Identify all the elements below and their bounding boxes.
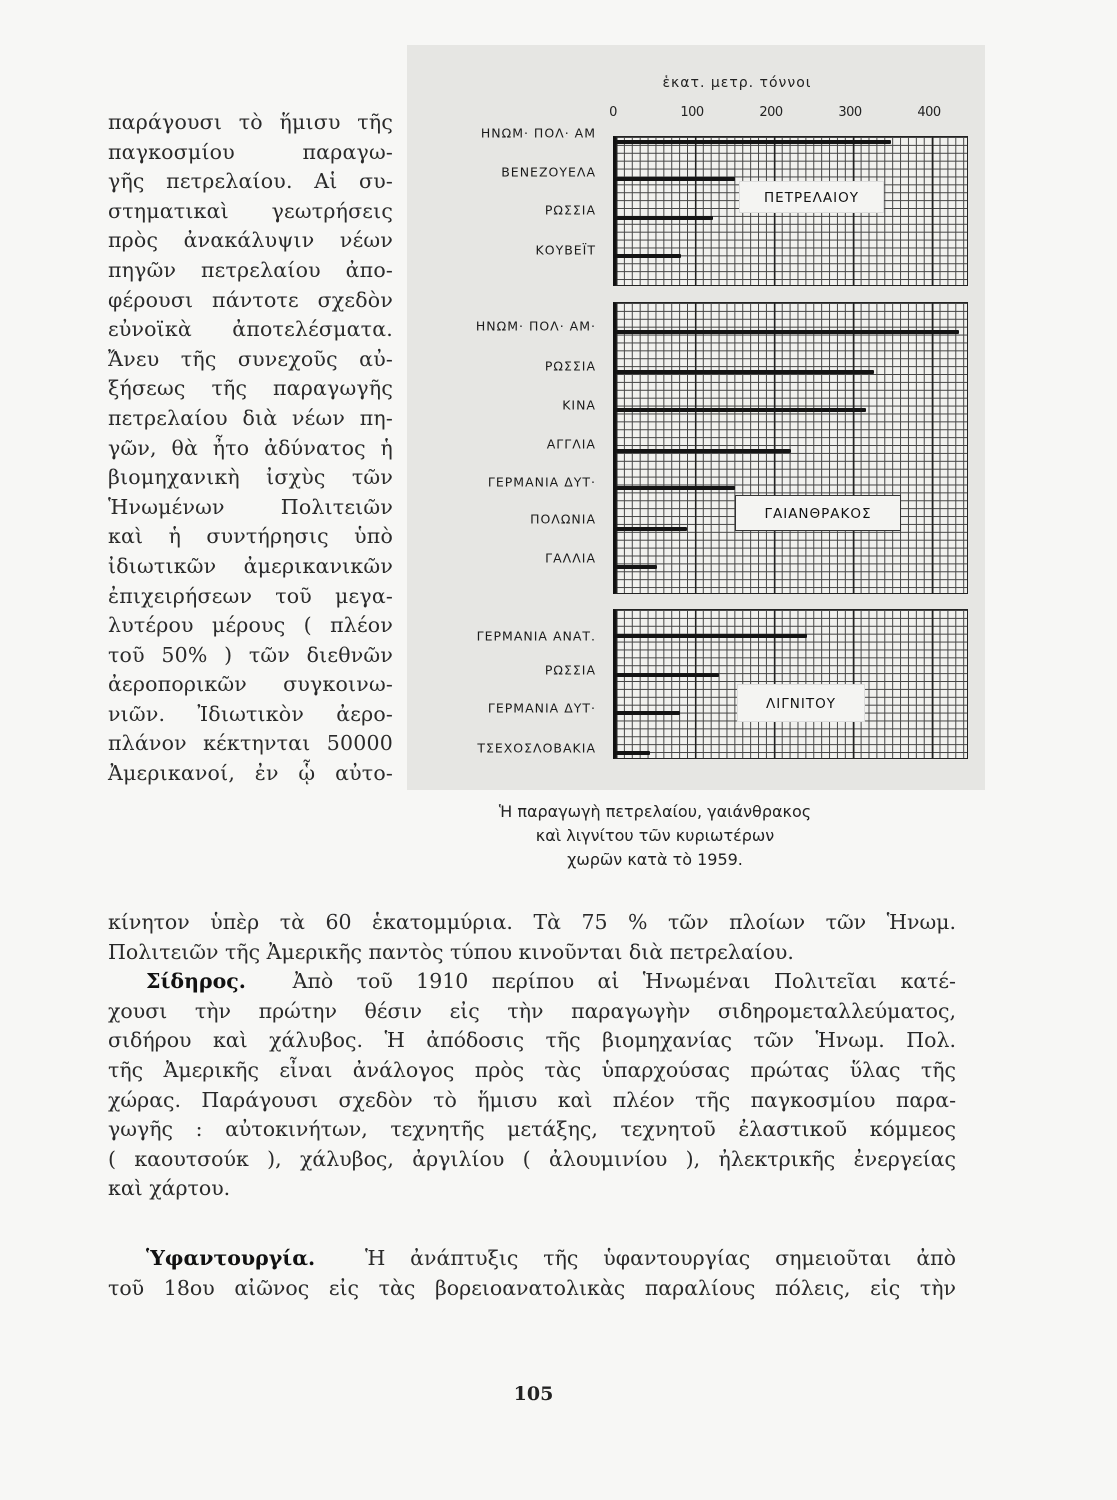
data-bar [616, 216, 713, 220]
section-label-lignite: ΛΙΓΝΙΤΟΥ [737, 684, 865, 722]
left-column-line: παγκοσμίου παραγω- [108, 139, 393, 164]
body-line: κίνητον ὑπὲρ τὰ 60 ἑκατομμύρια. Τὰ 75 % τῶν πλοίων τῶν Ἡνωμ. [108, 910, 956, 934]
caption-line: Ἡ παραγωγὴ πετρελαίου, γαιάνθρακος [498, 802, 812, 821]
left-column-line: βιομηχανικὴ ἰσχὺς τῶν [108, 465, 393, 490]
section-iron-first-line [108, 967, 956, 997]
left-column-line: φέρουσι πάντοτε σχεδὸν [108, 287, 393, 312]
country-label: ΓΕΡΜΑΝΙΑ ΔΥΤ· [487, 700, 596, 716]
left-column-line: Ἄνευ τῆς συνεχοῦς αὐ- [108, 346, 393, 371]
x-tick-label: 0 [609, 105, 617, 120]
left-column-line: ἀεροπορικῶν συγκοινω- [108, 672, 393, 697]
data-bar [616, 751, 650, 755]
data-bar [616, 565, 657, 569]
page-number [0, 1383, 1117, 1405]
body-line: τῆς Ἀμερικῆς εἶναι ἀνάλογος πρὸς τὰς ὑπαρχούσας πρώτας ὕλας τῆς [108, 1057, 956, 1082]
left-column-line: πρὸς ἀνακάλυψιν νέων [108, 228, 393, 253]
body-line: χώρας. Παράγουσι σχεδὸν τὸ ἥμισυ καὶ πλέον τῆς παγκοσμίου παρα- [108, 1087, 956, 1112]
section-heading-textile: Ὑφαντουργία. [146, 1245, 316, 1270]
left-column-line: ἰδιωτικῶν ἀμερικανικῶν [108, 553, 393, 578]
caption-line: καὶ λιγνίτου τῶν κυριωτέρων [535, 826, 775, 845]
left-column-line: πετρελαίου διὰ νέων πη- [108, 405, 393, 430]
country-label: ΗΝΩΜ· ΠΟΛ· ΑΜ [480, 125, 596, 141]
country-label: ΒΕΝΕΖΟΥΕΛΑ [501, 164, 596, 180]
section-label-oil: ΠΕΤΡΕΛΑΙΟΥ [739, 181, 884, 213]
body-line: ( καουτσούκ ), χάλυβος, ἀργιλίου ( ἀλουμινίου ), ἠλεκτρικῆς ἐνεργείας [108, 1146, 956, 1171]
page-number-text: 105 [513, 1383, 554, 1405]
body-line-text: Ἡ ἀνάπτυξις τῆς ὑφαντουργίας σημειοῦται ἀπὸ [364, 1245, 956, 1270]
left-column-line: καὶ ἡ συντήρησις ὑπὸ [108, 524, 393, 549]
body-line-text: Ἀπὸ τοῦ 1910 περίπου αἱ Ἡνωμέναι Πολιτεῖαι κατέ- [292, 969, 956, 994]
country-label: ΡΩΣΣΙΑ [544, 202, 596, 218]
country-label: ΓΕΡΜΑΝΙΑ ΔΥΤ· [487, 474, 596, 490]
left-column-line: Ἀμερικανοί, ἐν ᾧ αὐτο- [108, 761, 393, 786]
left-column-text [108, 108, 393, 789]
data-bar [616, 449, 791, 453]
country-label: ΚΟΥΒΕΪΤ [535, 242, 596, 258]
country-label: ΤΣΕΧΟΣΛΟΒΑΚΙΑ [477, 740, 596, 756]
left-column-line: νιῶν. Ἰδιωτικὸν ἀερο- [108, 701, 393, 726]
axis-unit-text: ἑκατ. μετρ. τόννοι [662, 75, 812, 91]
data-bar [616, 673, 719, 677]
country-label: ΠΟΛΩΝΙΑ [530, 511, 596, 527]
section-label-coal: ΓΑΙΑΝΘΡΑΚΟΣ [735, 495, 901, 531]
coal-grid [613, 302, 968, 594]
figure-caption [440, 800, 870, 872]
body-line: τοῦ 18ου αἰῶνος εἰς τὰς βορειοανατολικὰς παραλίους πόλεις, εἰς τὴν [108, 1275, 956, 1300]
left-column-line: ἐπιχειρήσεων τοῦ μεγα- [108, 583, 393, 608]
left-column-line: γῶν, θὰ ἦτο ἀδύνατος ἡ [108, 435, 393, 460]
left-column-line: Ἡνωμένων Πολιτειῶν [108, 494, 393, 519]
country-label: ΑΓΓΛΙΑ [546, 436, 596, 452]
body-line: γωγῆς : αὐτοκινήτων, τεχνητῆς μετάξης, τεχνητοῦ ἐλαστικοῦ κόμμεος [108, 1117, 956, 1142]
left-column-line: στηματικαὶ γεωτρήσεις [108, 198, 393, 223]
body-line: Πολιτειῶν τῆς Ἀμερικῆς παντὸς τύπου κινοῦνται διὰ πετρελαίου. [108, 939, 794, 964]
data-bar [616, 711, 680, 715]
production-chart-figure [407, 45, 985, 790]
x-tick-label: 100 [680, 105, 704, 120]
body-text [108, 908, 956, 1303]
x-tick-label: 300 [838, 105, 862, 120]
country-label: ΗΝΩΜ· ΠΟΛ· ΑΜ· [475, 318, 596, 334]
country-label: ΓΑΛΛΙΑ [545, 550, 596, 566]
country-label: ΚΙΝΑ [562, 397, 596, 413]
data-bar [616, 140, 891, 144]
section-textile-first-line [108, 1244, 956, 1274]
left-column-line: εὐνοϊκὰ ἀποτελέσματα. [108, 317, 393, 342]
data-bar [616, 254, 681, 258]
body-line: χουσι τὴν πρώτην θέσιν εἰς τὴν παραγωγὴν σιδηρομεταλλεύματος, [108, 998, 956, 1023]
country-label: ΓΕΡΜΑΝΙΑ ΑΝΑΤ. [476, 628, 596, 644]
left-column-line: τοῦ 50% ) τῶν διεθνῶν [108, 642, 393, 667]
section-heading-iron: Σίδηρος. [146, 969, 246, 994]
x-tick-label: 400 [917, 105, 941, 120]
data-bar [616, 408, 866, 412]
data-bar [616, 527, 687, 531]
left-column-line: ξήσεως τῆς παραγωγῆς [108, 376, 393, 401]
x-tick-label: 200 [759, 105, 783, 120]
left-column-line: παράγουσι τὸ ἥμισυ τῆς [108, 110, 393, 134]
caption-line: χωρῶν κατὰ τὸ 1959. [567, 850, 743, 869]
left-column-line: πηγῶν πετρελαίου ἀπο- [108, 257, 393, 282]
body-line: σιδήρου καὶ χάλυβος. Ἡ ἀπόδοσις τῆς βιομηχανίας τῶν Ἡνωμ. Πολ. [108, 1028, 956, 1053]
data-bar [616, 330, 959, 334]
left-column-line: γῆς πετρελαίου. Αἱ συ- [108, 169, 393, 194]
section-iron-text [108, 997, 956, 1204]
data-bar [616, 634, 807, 638]
data-bar [616, 370, 874, 374]
country-label: ΡΩΣΣΙΑ [544, 358, 596, 374]
data-bar [616, 177, 735, 181]
body-line: καὶ χάρτου. [108, 1176, 231, 1201]
left-column-line: λυτέρου μέρους ( πλέον [108, 613, 393, 638]
left-column-line: πλάνον κέκτηνται 50000 [108, 731, 393, 756]
data-bar [616, 486, 735, 490]
country-label: ΡΩΣΣΙΑ [544, 662, 596, 678]
